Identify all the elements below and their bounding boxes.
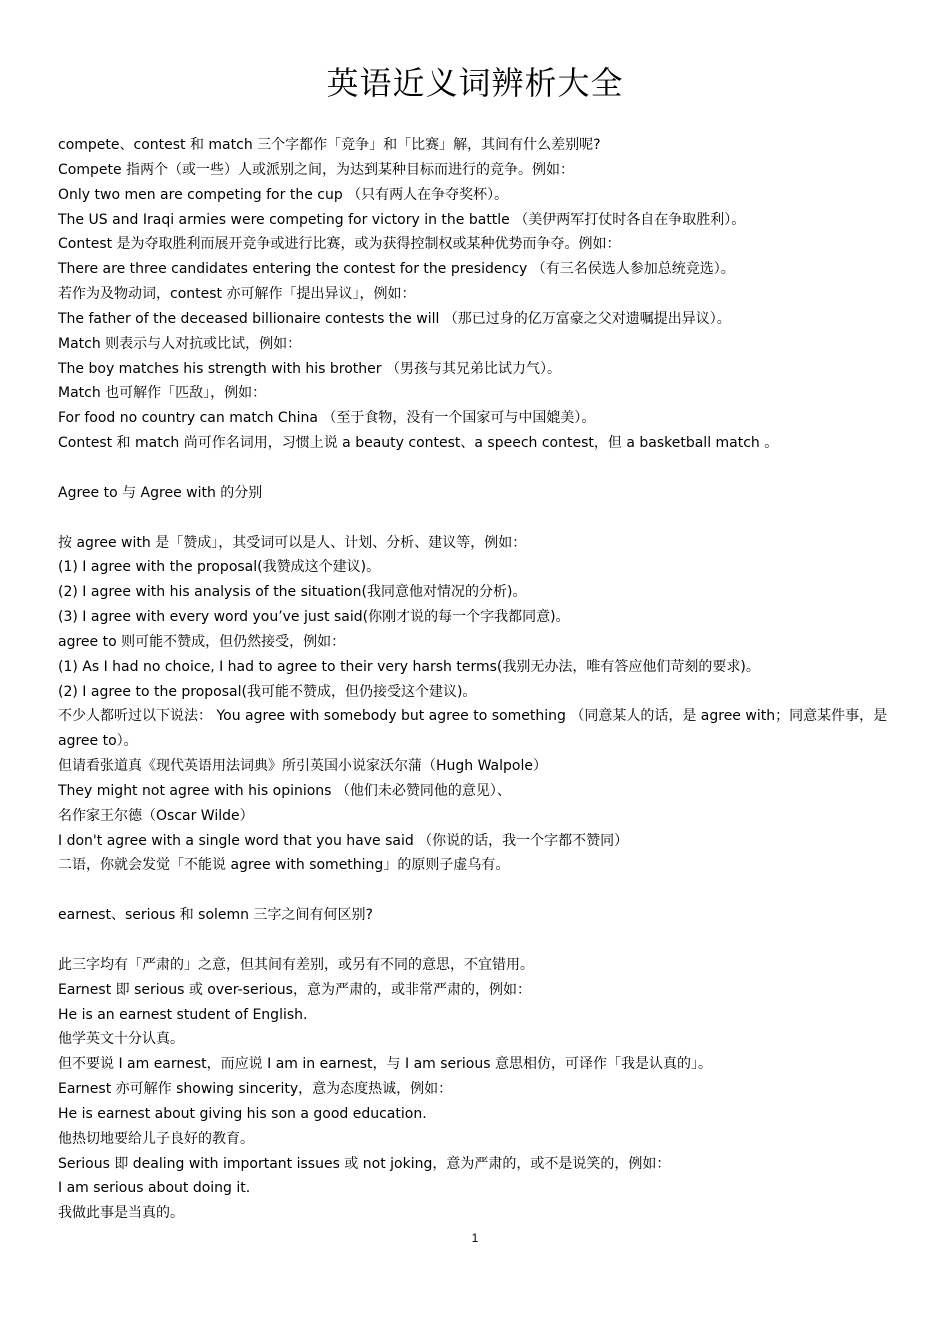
text-line: Earnest 亦可解作 showing sincerity，意为态度热诚，例如：	[58, 1081, 453, 1098]
text-line: I don't agree with a single word that you have said （你说的话，我一个字都不赞同）	[58, 832, 629, 849]
text-line: Contest 和 match 尚可作名词用，习惯上说 a beauty contest、a speech contest，但 a basketball match 。	[58, 435, 779, 452]
text-line: agree to 则可能不赞成，但仍然接受，例如：	[58, 633, 346, 650]
text-line: 他热切地要给儿子良好的教育。	[58, 1130, 254, 1147]
text-line: 但不要说 I am earnest，而应说 I am in earnest，与 I am serious 意思相仿，可译作「我是认真的」。	[58, 1056, 712, 1073]
text-line: 我做此事是当真的。	[58, 1205, 184, 1222]
text-line: 他学英文十分认真。	[58, 1031, 184, 1048]
blank-line	[58, 878, 898, 903]
text-line: Earnest 即 serious 或 over-serious，意为严肃的，或非常严肃的，例如：	[58, 981, 531, 998]
text-line: 不少人都听过以下说法： You agree with somebody but agree to something （同意某人的话，是 agree with；同意某件事，是 agree to）。	[58, 708, 888, 750]
blank-line	[58, 928, 898, 953]
text-line: Serious 即 dealing with important issues 或 not joking，意为严肃的，或不是说笑的，例如：	[58, 1155, 671, 1172]
document-body	[58, 133, 898, 1226]
text-line: (2) I agree to the proposal(我可能不赞成，但仍接受这个建议)。	[58, 683, 477, 700]
text-line: There are three candidates entering the contest for the presidency （有三名侯选人参加总统竞选）。	[58, 261, 735, 278]
blank-line	[58, 456, 898, 481]
text-line: Contest 是为夺取胜利而展开竞争或进行比赛，或为获得控制权或某种优势而争夺。例如：	[58, 236, 621, 253]
text-line: Match 也可解作「匹敌」，例如：	[58, 385, 267, 402]
page-title: 英语近义词辨析大全	[326, 64, 624, 102]
text-line: 按 agree with 是「赞成」，其受词可以是人、计划、分析、建议等，例如：	[58, 534, 527, 551]
text-line: Match 则表示与人对抗或比试，例如：	[58, 335, 302, 352]
text-line: compete、contest 和 match 三个字都作「竞争」和「比赛」解，其间有什么差别呢?	[58, 137, 601, 153]
section-heading: Agree to 与 Agree with 的分别	[58, 484, 263, 501]
text-line: 名作家王尔德（Oscar Wilde）	[58, 807, 254, 824]
text-line: (3) I agree with every word you’ve just said(你刚才说的每一个字我都同意)。	[58, 609, 570, 626]
text-line: Only two men are competing for the cup （只有两人在争夺奖杯）。	[58, 186, 509, 203]
text-line: For food no country can match China （至于食物，没有一个国家可与中国媲美）。	[58, 410, 596, 427]
text-line: He is earnest about giving his son a good education.	[58, 1105, 427, 1122]
blank-line	[58, 506, 898, 531]
text-line: 但请看张道真《现代英语用法词典》所引英国小说家沃尔蒲（Hugh Walpole）	[58, 758, 547, 775]
page-number: 1	[471, 1231, 479, 1245]
text-line: They might not agree with his opinions （他们未必赞同他的意见）、	[58, 782, 511, 799]
text-line: The boy matches his strength with his brother （男孩与其兄弟比试力气）。	[58, 360, 561, 377]
text-line: 若作为及物动词，contest 亦可解作「提出异议」，例如：	[58, 286, 416, 303]
text-line: (1) I agree with the proposal(我赞成这个建议)。	[58, 559, 381, 576]
text-line: (2) I agree with his analysis of the situation(我同意他对情况的分析)。	[58, 584, 527, 601]
text-line: 二语，你就会发觉「不能说 agree with something」的原则子虚乌有。	[58, 857, 510, 874]
section-heading: earnest、serious 和 solemn 三字之间有何区别?	[58, 907, 373, 924]
text-line: 此三字均有「严肃的」之意，但其间有差别，或另有不同的意思，不宜错用。	[58, 956, 534, 973]
text-line: (1) As I had no choice, I had to agree to their very harsh terms(我别无办法，唯有答应他们苛刻的要求)。	[58, 658, 760, 675]
text-line: Compete 指两个（或一些）人或派别之间，为达到某种目标而进行的竞争。例如：	[58, 161, 575, 178]
text-line: I am serious about doing it.	[58, 1180, 251, 1197]
text-line: The US and Iraqi armies were competing for victory in the battle （美伊两军打仗时各自在争取胜利）。	[58, 211, 746, 228]
text-line: The father of the deceased billionaire contests the will （那已过身的亿万富豪之父对遗嘱提出异议）。	[58, 310, 731, 327]
text-line: He is an earnest student of English.	[58, 1006, 308, 1023]
